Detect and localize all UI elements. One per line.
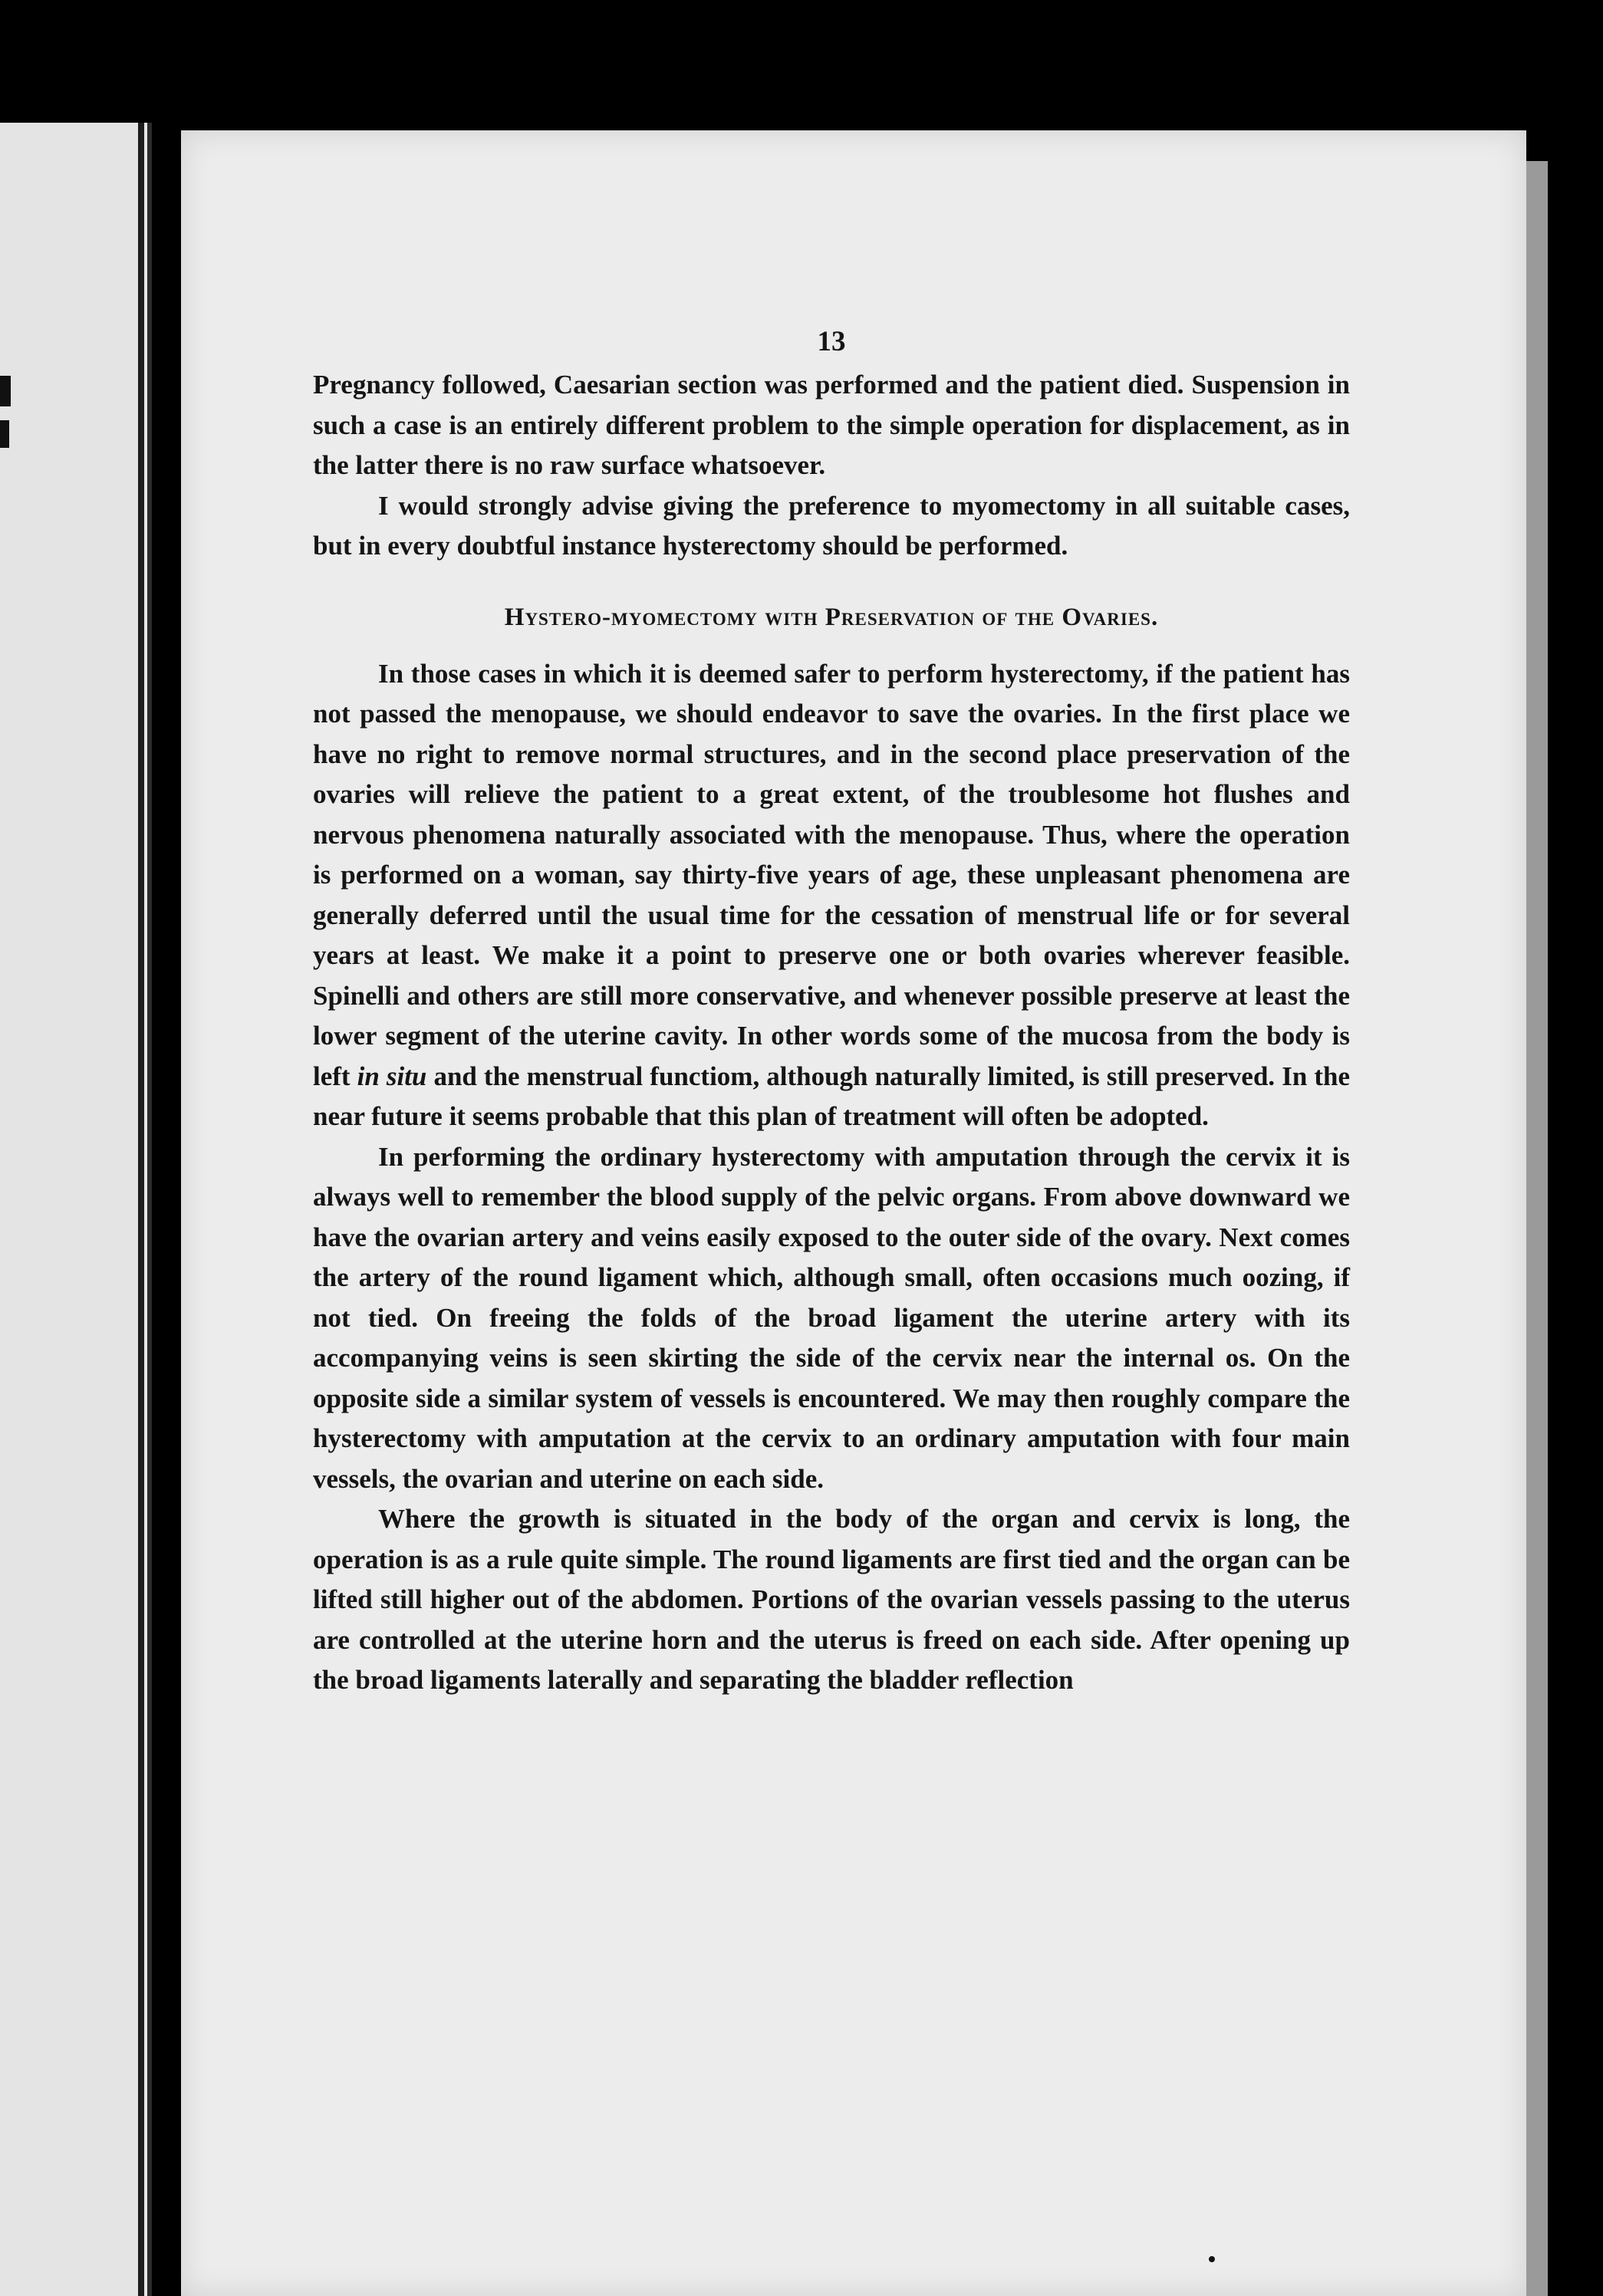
- scan-speck: [1209, 2256, 1215, 2262]
- facing-page-fragment: [0, 376, 11, 406]
- page-gutter-line: [138, 123, 144, 2296]
- section-heading: Hystero-myomectomy with Preservation of the Ovaries.: [504, 603, 1159, 631]
- italic-term: in situ: [357, 1061, 427, 1091]
- paragraph: [313, 654, 1350, 1137]
- paragraph: I would strongly advise giving the preference to myomectomy in all suitable cases, but in every doubtful instance hysterectomy should be performed.: [313, 490, 1350, 561]
- paragraph-text: In those cases in which it is deemed safer to perform hysterectomy, if the patient has not passed the menopause, we should endeavor to save the ovaries. In the first place we have no right to remove normal structures, and in the second place preservation of the ovaries will relieve the patient to a great extent, of the troublesome hot flushes and nervous phenomena naturally associated with the menopause. Thus, where the operation is performed on a woman, say thirty-five years of age, these unpleasant phenomena are generally deferred until the usual time for the cessation of menstrual life or for several years at least. We make it a point to preserve one or both ovaries wherever feasible. Spinelli and others are still more conservative, and whenever possible preserve at least the lower segment of the uterine cavity. In other words some of the mucosa from the body is left: [313, 658, 1350, 1091]
- page-content: [313, 322, 1350, 1701]
- facing-page-fragment: [0, 420, 9, 448]
- page-number: 13: [817, 326, 846, 357]
- paragraph: In performing the ordinary hysterectomy with amputation through the cervix it is always well to remember the blood supply of the pelvic organs. From above downward we have the ovarian artery and veins easily exposed to the outer side of the ovary. Next comes the artery of the round ligament which, although small, often occasions much oozing, if not tied. On freeing the folds of the broad ligament the uterine artery with its accompanying veins is seen skirting the side of the cervix near the internal os. On the opposite side a similar system of vessels is encountered. We may then roughly compare the hysterectomy with amputation at the cervix to an ordinary amputation with four main vessels, the ovarian and uterine on each side.: [313, 1141, 1350, 1494]
- paragraph: Pregnancy followed, Caesarian section was performed and the patient died. Suspension in such a case is an entirely different problem to the simple operation for displacement, as in the latter there is no raw surface whatsoever.: [313, 370, 1350, 480]
- paragraph: Where the growth is situated in the body of the organ and cervix is long, the operation is as a rule quite simple. The round ligaments are first tied and the organ can be lifted still higher out of the abdomen. Portions of the ovarian vessels passing to the uterus are controlled at the uterine horn and the uterus is freed on each side. After opening up the broad ligaments laterally and separating the bladder reflection: [313, 1504, 1350, 1695]
- book-page: [181, 130, 1526, 2296]
- paragraph-text: and the menstrual functiom, although naturally limited, is still preserved. In the near future it seems probable that this plan of treatment will often be adopted.: [313, 1061, 1350, 1131]
- facing-page-edge: [0, 123, 152, 2296]
